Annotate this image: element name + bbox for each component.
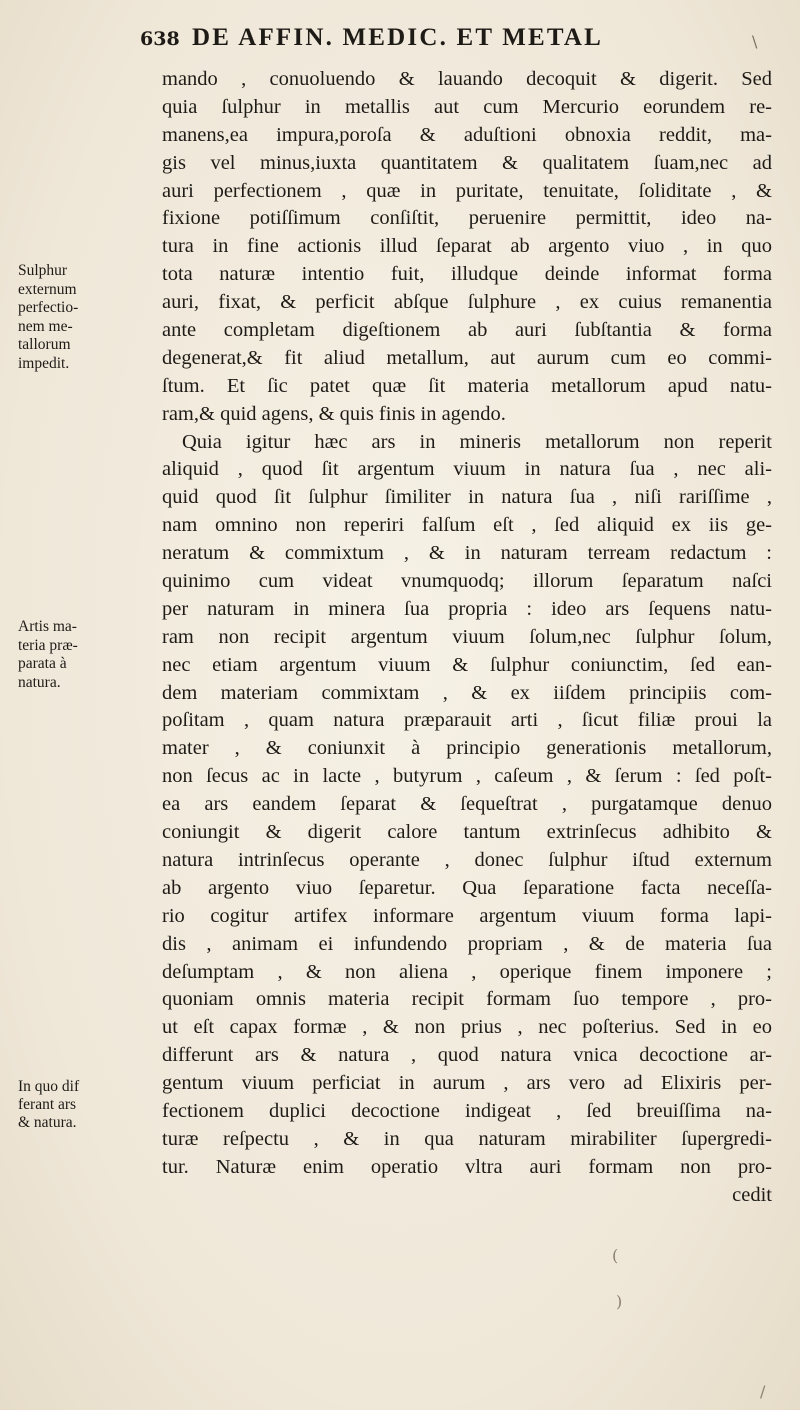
text-line: degenerat,& fit aliud metallum, aut aurum cum eo commi- [162, 346, 772, 369]
text-line: differunt ars & natura , quod natura vnica decoctione ar- [162, 1044, 772, 1067]
text-line: nam omnino non reperiri falſum eſt , ſed aliquid ex iis ge- [162, 514, 772, 537]
margin-note-sulphur [18, 262, 148, 373]
text-line: ab argento viuo ſeparetur. Qua ſeparatione facta neceſſa- [162, 876, 772, 899]
text-line: mando , conuoluendo & lauando decoquit & digerit. Sed [162, 68, 772, 90]
body-text [162, 66, 772, 1210]
text-line: ante completam digeſtionem ab auri ſubſtantia & forma [162, 319, 772, 342]
margin-note-artis-materia [18, 618, 148, 692]
text-line: aliquid , quod ſit argentum viuum in natura ſua , nec ali- [162, 458, 772, 481]
margin-note-line: natura. [18, 673, 61, 691]
text-line: ea ars eandem ſeparat & ſequeſtrat , purgatamque denuo [162, 793, 772, 816]
text-line: gentum viuum perficiat in aurum , ars vero ad Elixiris per- [162, 1072, 772, 1095]
text-line: neratum & commixtum , & in naturam terream redactum : [162, 542, 772, 565]
stray-mark: ) [616, 1292, 623, 1311]
text-line: auri perfectionem , quæ in puritate, tenuitate, ſoliditate , & [162, 179, 772, 202]
text-line: ut eſt capax formæ , & non prius , nec poſterius. Sed in eo [162, 1016, 772, 1039]
text-line: ram non recipit argentum viuum ſolum,nec ſulphur ſolum, [162, 625, 772, 648]
margin-note-line: In quo dif [18, 1078, 80, 1095]
text-line: Quia igitur hæc ars in mineris metallorum non reperit [182, 430, 772, 453]
margin-note-line: externum [18, 280, 77, 298]
margin-note-line: Sulphur [18, 262, 68, 279]
text-line: tota naturæ intentio fuit, illudque deinde informat forma [162, 263, 772, 286]
text-line: rio cogitur artifex informare argentum viuum forma lapi- [162, 904, 772, 927]
margin-note-line: perfectio- [18, 299, 79, 316]
margin-note-line: ferant ars [18, 1096, 77, 1113]
text-line: dem materiam commixtam , & ex iiſdem principiis com- [162, 681, 772, 704]
margin-note-line: tallorum [18, 336, 71, 353]
text-line: auri, fixat, & perficit abſque ſulphure , ex cuius remanentia [162, 291, 772, 314]
margin-note-ars-natura [18, 1078, 148, 1132]
margin-note-line: nem me- [18, 317, 73, 335]
text-line: tur. Naturæ enim operatio vltra auri formam non pro- [162, 1155, 772, 1178]
catchword: cedit [732, 1183, 772, 1206]
text-line: turæ reſpectu , & in qua naturam mirabiliter ſupergredi- [162, 1127, 772, 1150]
margin-note-line: teria præ- [18, 636, 78, 654]
text-line: quia ſulphur in metallis aut cum Mercurio eorundem re- [162, 95, 772, 118]
margin-note-line: impedit. [18, 354, 70, 372]
text-line: gis vel minus,iuxta quantitatem & qualitatem ſuam,nec ad [162, 151, 772, 174]
text-line: dis , animam ei infundendo propriam , & de materia ſua [162, 932, 772, 955]
header-stray-mark: \ [752, 32, 758, 51]
text-line: deſumptam , & non aliena , operique finem imponere ; [162, 960, 772, 983]
margin-note-line: & natura. [18, 1114, 77, 1131]
stray-mark: ( [612, 1246, 619, 1265]
text-line: quid quod ſit ſulphur ſimiliter in natura ſua , niſi rariſſime , [162, 486, 772, 509]
text-line: ſtum. Et ſic patet quæ ſit materia metallorum apud natu- [162, 374, 772, 397]
text-line: fixione potiſſimum conſiſtit, peruenire permittit, ideo na- [162, 207, 772, 230]
text-line: quoniam omnis materia recipit formam ſuo tempore , pro- [162, 988, 772, 1011]
text-line: quinimo cum videat vnumquodq; illorum ſeparatum naſci [162, 570, 772, 593]
running-title: DE AFFIN. MEDIC. ET METAL [192, 24, 604, 51]
margin-note-line: parata à [18, 655, 67, 672]
text-line: mater , & coniunxit à principio generationis metallorum, [162, 737, 772, 760]
text-line: fectionem duplici decoctione indigeat , ſed breuiſſima na- [162, 1099, 772, 1122]
text-line: nec etiam argentum viuum & ſulphur coniunctim, ſed ean- [162, 653, 772, 676]
margin-note-line: Artis ma- [18, 618, 77, 635]
text-line: ram,& quid agens, & quis finis in agendo. [162, 402, 506, 425]
text-line: coniungit & digerit calore tantum extrinſecus adhibito & [162, 821, 772, 844]
text-line: poſitam , quam natura præparauit arti , ſicut filiæ proui la [162, 709, 772, 732]
text-line: tura in fine actionis illud ſeparat ab argento viuo , in quo [162, 235, 772, 258]
text-line: per naturam in minera ſua propria : ideo ars ſequens natu- [162, 597, 772, 620]
text-line: non ſecus ac in lacte , butyrum , caſeum , & ſerum : ſed poſt- [162, 765, 772, 788]
text-line: manens,ea impura,poroſa & aduſtioni obnoxia reddit, ma- [162, 123, 772, 146]
text-line: natura intrinſecus operante , donec ſulphur iſtud externum [162, 848, 772, 871]
page-number: 638 [140, 28, 180, 50]
stray-mark: / [760, 1382, 766, 1401]
